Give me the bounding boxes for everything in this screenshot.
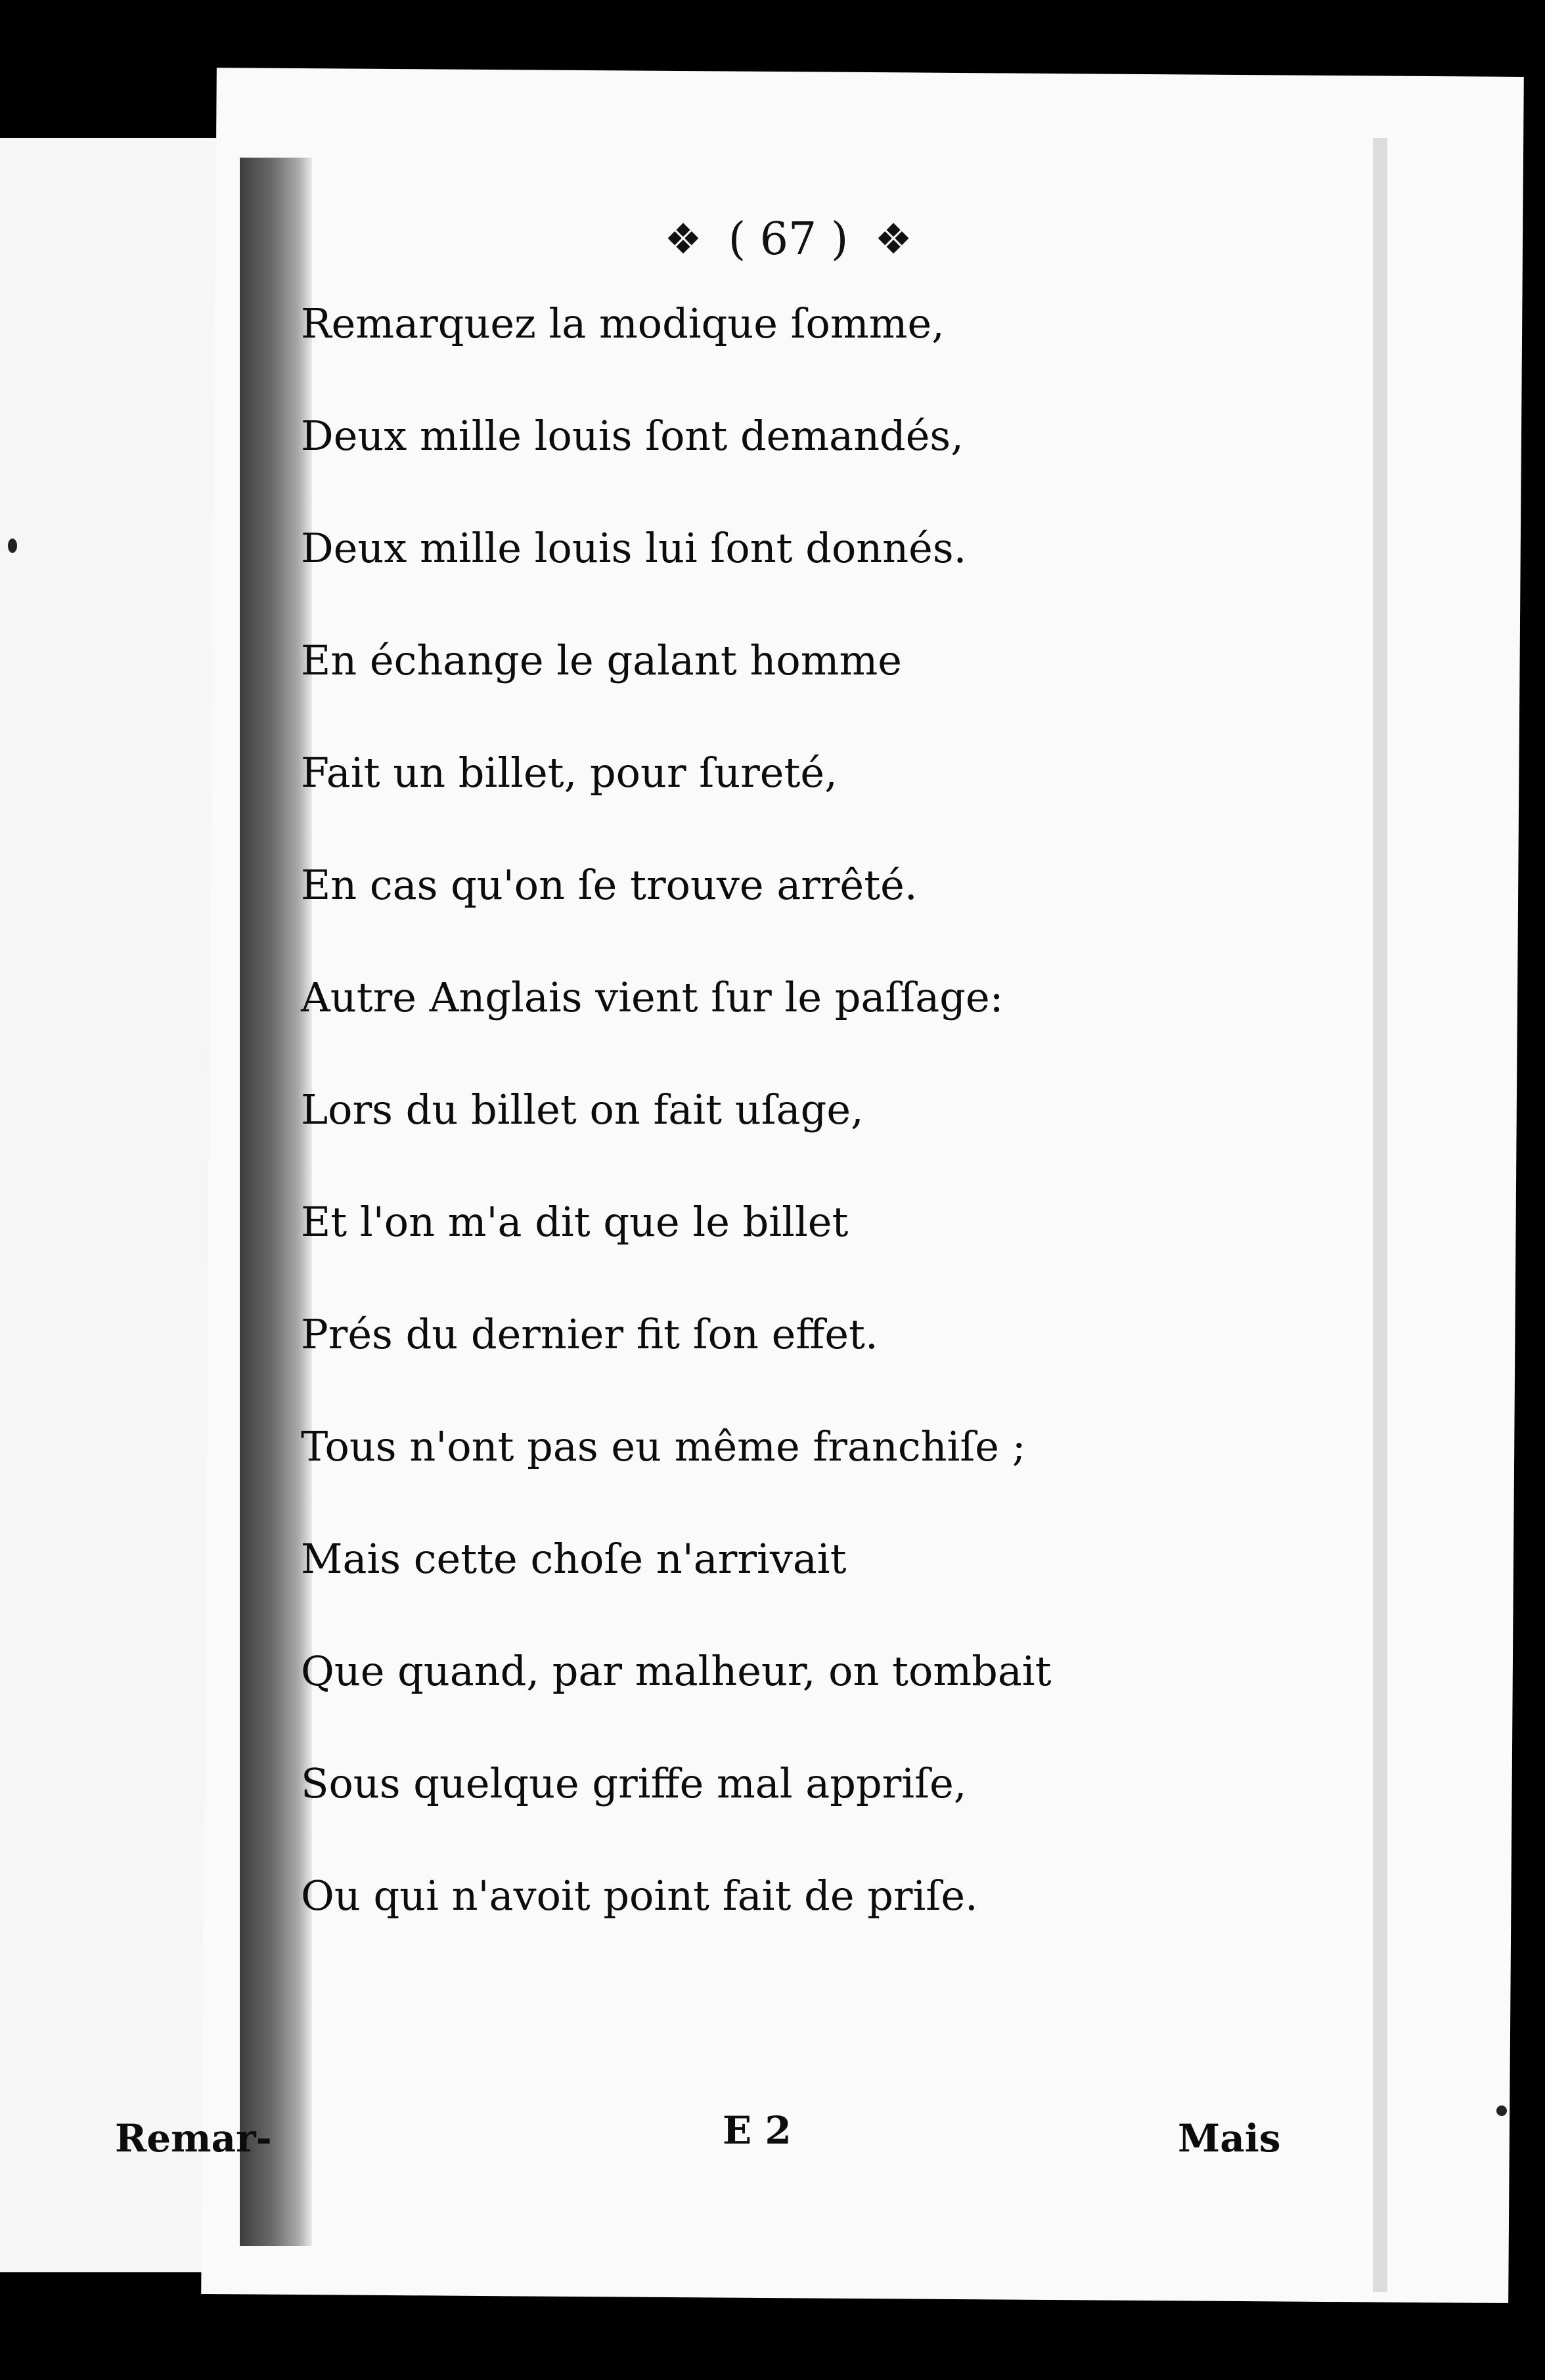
verse-line: Mais cette choſe n'arrivait — [301, 1535, 847, 1583]
verse-line: Et l'on m'a dit que le billet — [301, 1198, 849, 1246]
verse-line: Sous quelque griffe mal appriſe, — [301, 1759, 967, 1807]
verse-line: Tous n'ont pas eu même franchiſe ; — [301, 1422, 1026, 1470]
verse-line: Deux mille louis lui ſont donnés. — [301, 524, 967, 572]
verse-line: Lors du billet on fait uſage, — [301, 1086, 864, 1134]
fleuron-ornament-icon: ❖ — [664, 215, 702, 264]
verse-line: Deux mille louis ſont demandés, — [301, 412, 964, 460]
verse-line: Prés du dernier fit ſon effet. — [301, 1310, 878, 1358]
page-header — [611, 210, 966, 269]
ink-speck — [8, 539, 17, 553]
verse-line: En cas qu'on ſe trouve arrêté. — [301, 861, 918, 909]
verse-line: Autre Anglais vient ſur le paſſage: — [301, 973, 1004, 1021]
verse-line: En échange le galant homme — [301, 636, 902, 684]
ink-speck — [1496, 2105, 1507, 2116]
fleuron-ornament-icon: ❖ — [874, 215, 912, 264]
signature-mark: E 2 — [723, 2108, 792, 2153]
verse-line: Que quand, par malheur, on tombait — [301, 1647, 1052, 1695]
verse-line: Fait un billet, pour ſureté, — [301, 749, 838, 797]
poem-text — [301, 288, 1418, 1972]
verse-line: Ou qui n'avoit point fait de priſe. — [301, 1872, 978, 1920]
verse-line: Remarquez la modique ſomme, — [301, 299, 945, 347]
facing-page-catchword: Remar- — [115, 2116, 272, 2161]
catchword: Mais — [1178, 2116, 1281, 2161]
page-number: ( 67 ) — [728, 213, 849, 265]
